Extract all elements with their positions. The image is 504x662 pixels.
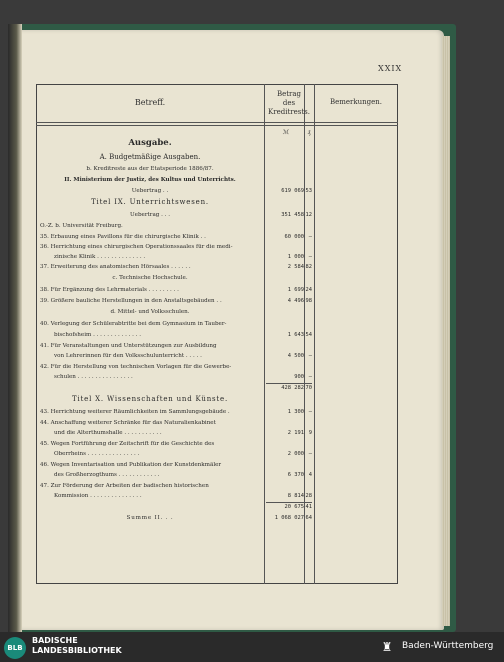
ledger-row	[36, 232, 398, 242]
row-mark-value: 60 000	[284, 234, 304, 240]
ledger-row	[36, 407, 398, 417]
header-betrag-2: des	[282, 99, 296, 107]
ledger-row	[36, 252, 398, 262]
ledger-row	[36, 470, 398, 480]
ledger-row	[36, 175, 398, 185]
ledger-row	[36, 418, 398, 428]
row-text: 39. Größere bauliche Herstellungen in den Anstaltsgebäuden . .	[40, 298, 222, 304]
ledger-row	[36, 242, 398, 252]
coat-of-arms-icon: ♜	[381, 640, 393, 654]
blb-logo[interactable]: BLB	[4, 637, 26, 659]
row-text: 36. Herrichtung eines chirurgischen Operationssaales für die medi-	[40, 244, 233, 250]
ledger-row	[36, 197, 398, 207]
row-mark-value: 619 069	[281, 188, 304, 194]
row-mark-value: 1 643	[287, 332, 304, 338]
row-mark-value: 8 814	[287, 493, 304, 499]
ledger-row	[36, 513, 398, 523]
row-text: 42. Für die Herstellung von technischen Vorlagen für die Gewerbe-	[40, 364, 232, 370]
header-betrag-1: Betrag	[276, 90, 302, 98]
row-mark-value: 1 699	[287, 287, 304, 293]
ledger-row	[36, 319, 398, 329]
row-text: 46. Wegen Inventarisation und Publikation der Kunstdenkmäler	[40, 462, 222, 468]
ledger-row	[36, 262, 398, 272]
ledger-row	[36, 383, 398, 393]
row-mark-value: 4 496	[287, 298, 304, 304]
ledger-row	[36, 221, 398, 231]
row-text: c. Technische Hochschule.	[112, 275, 188, 281]
row-mark-value: 2 000	[287, 451, 304, 457]
ledger-row	[36, 138, 398, 148]
row-text: Ausgabe.	[128, 138, 172, 148]
row-text: A. Budgetmäßige Ausgaben.	[99, 153, 201, 161]
ledger-row	[36, 186, 398, 196]
row-text: d. Mittel- und Volksschulen.	[110, 309, 190, 315]
page-edge	[442, 36, 450, 626]
unit-pfennig: ₰	[307, 129, 311, 136]
ledger-row	[36, 285, 398, 295]
unit-mark: ℳ	[282, 129, 290, 136]
row-pfennig-value: —	[308, 234, 312, 240]
header-betrag-3: Kreditrests.	[268, 108, 310, 116]
header-rule	[36, 122, 398, 123]
row-text: des Großherzogthums . . . . . . . . . . . .	[54, 472, 160, 478]
row-mark-value: 6 370	[287, 472, 304, 478]
row-pfennig-value: 4	[308, 472, 312, 478]
ledger-row	[36, 164, 398, 174]
row-text: Titel IX. Unterrichtswesen.	[91, 198, 209, 206]
row-text: 37. Erweiterung des anatomischen Hörsaales . . . . . .	[40, 264, 191, 270]
ledger-row	[36, 428, 398, 438]
row-text: II. Ministerium der Justiz, des Kultus und Unterrichts.	[64, 177, 236, 183]
row-text: Kommission . . . . . . . . . . . . . . .	[54, 493, 142, 499]
row-text: schulen . . . . . . . . . . . . . . . .	[54, 374, 133, 380]
row-mark-value: 1 300	[287, 409, 304, 415]
ledger-row	[36, 481, 398, 491]
row-mark-value: 20 675	[284, 504, 304, 510]
row-pfennig-value: —	[308, 374, 312, 380]
row-mark-value: 4 500	[287, 353, 304, 359]
row-text: 41. Für Veranstaltungen und Unterstützungen zur Ausbildung	[40, 343, 217, 349]
row-text: Summe II. . .	[126, 515, 174, 521]
ledger-row	[36, 372, 398, 382]
row-text: von Lehrerinnen für den Volksschulunterricht . . . . .	[54, 353, 202, 359]
row-pfennig-value: —	[308, 409, 312, 415]
ledger-row	[36, 362, 398, 372]
row-text: Uebertrag . .	[131, 188, 169, 194]
row-mark-value: 2 584	[287, 264, 304, 270]
row-mark-value: 351 458	[281, 212, 304, 218]
row-text: und die Alterthumshalle . . . . . . . . . . .	[54, 430, 162, 436]
row-pfennig-value: 98	[305, 298, 312, 304]
row-mark-value: 1 000	[287, 254, 304, 260]
row-mark-value: 2 191	[287, 430, 304, 436]
row-text: Titel X. Wissenschaften und Künste.	[72, 395, 228, 403]
row-text: bischofsheim . . . . . . . . . . . . . .	[54, 332, 142, 338]
row-pfennig-value: 24	[305, 287, 312, 293]
library-name-line1: BADISCHE	[32, 636, 78, 645]
row-text: 35. Erbauung eines Pavillons für die chirurgische Klinik . .	[40, 234, 206, 240]
header-betreff: Betreff.	[134, 98, 166, 107]
subtotal-rule	[266, 502, 312, 503]
ledger-row	[36, 210, 398, 220]
row-mark-value: 900	[294, 374, 304, 380]
row-pfennig-value: —	[308, 254, 312, 260]
ledger-row	[36, 460, 398, 470]
row-pfennig-value: —	[308, 353, 312, 359]
row-pfennig-value: 41	[305, 504, 312, 510]
row-text: Uebertrag . . .	[129, 212, 171, 218]
ledger-row	[36, 152, 398, 162]
page-number: XXIX	[378, 64, 403, 73]
row-text: 47. Zur Förderung der Arbeiten der badischen historischen	[40, 483, 209, 489]
row-text: zinische Klinik . . . . . . . . . . . . . .	[54, 254, 146, 260]
row-pfennig-value: 28	[305, 493, 312, 499]
ledger-row	[36, 341, 398, 351]
row-text: 43. Herrichtung weiterer Räumlichkeiten im Sammlungsgebäude .	[40, 409, 230, 415]
state-name[interactable]: Baden-Württemberg	[402, 641, 494, 651]
row-text: b. Kreditreste aus der Etatsperiode 1886/87.	[86, 166, 214, 172]
header-rule	[36, 125, 398, 126]
library-name[interactable]	[32, 636, 122, 656]
ledger-row	[36, 307, 398, 317]
ledger-row	[36, 296, 398, 306]
ledger-row	[36, 394, 398, 404]
ledger-row	[36, 439, 398, 449]
row-text: O.-Z. b. Universität Freiburg.	[40, 223, 123, 229]
ledger-row	[36, 502, 398, 512]
ledger-table	[36, 84, 398, 584]
subtotal-rule	[266, 383, 312, 384]
row-pfennig-value: 82	[305, 264, 312, 270]
ledger-row	[36, 330, 398, 340]
library-name-line2: LANDESBIBLIOTHEK	[32, 646, 122, 655]
ledger-row	[36, 491, 398, 501]
row-text: 38. Für Ergänzung des Lehrmaterials . . . . . . . . .	[40, 287, 179, 293]
row-mark-value: 1 068 027	[274, 515, 304, 521]
header-bemerkungen: Bemerkungen.	[329, 98, 383, 106]
row-text: 45. Wegen Fortführung der Zeitschrift für die Geschichte des	[40, 441, 215, 447]
row-pfennig-value: 53	[305, 188, 312, 194]
ledger-row	[36, 449, 398, 459]
row-text: Oberrheins . . . . . . . . . . . . . . .	[54, 451, 140, 457]
row-pfennig-value: 70	[305, 385, 312, 391]
row-pfennig-value: 12	[305, 212, 312, 218]
row-pfennig-value: 9	[308, 430, 312, 436]
row-pfennig-value: 54	[305, 332, 312, 338]
book-spine	[8, 24, 22, 632]
row-text: 40. Verlegung der Schülerabtritte bei dem Gymnasium in Tauber-	[40, 321, 227, 327]
ledger-row	[36, 273, 398, 283]
row-mark-value: 428 282	[281, 385, 304, 391]
row-text: 44. Anschaffung weiterer Schränke für das Naturalienkabinet	[40, 420, 216, 426]
ledger-row	[36, 351, 398, 361]
row-pfennig-value: 64	[305, 515, 312, 521]
row-pfennig-value: —	[308, 451, 312, 457]
